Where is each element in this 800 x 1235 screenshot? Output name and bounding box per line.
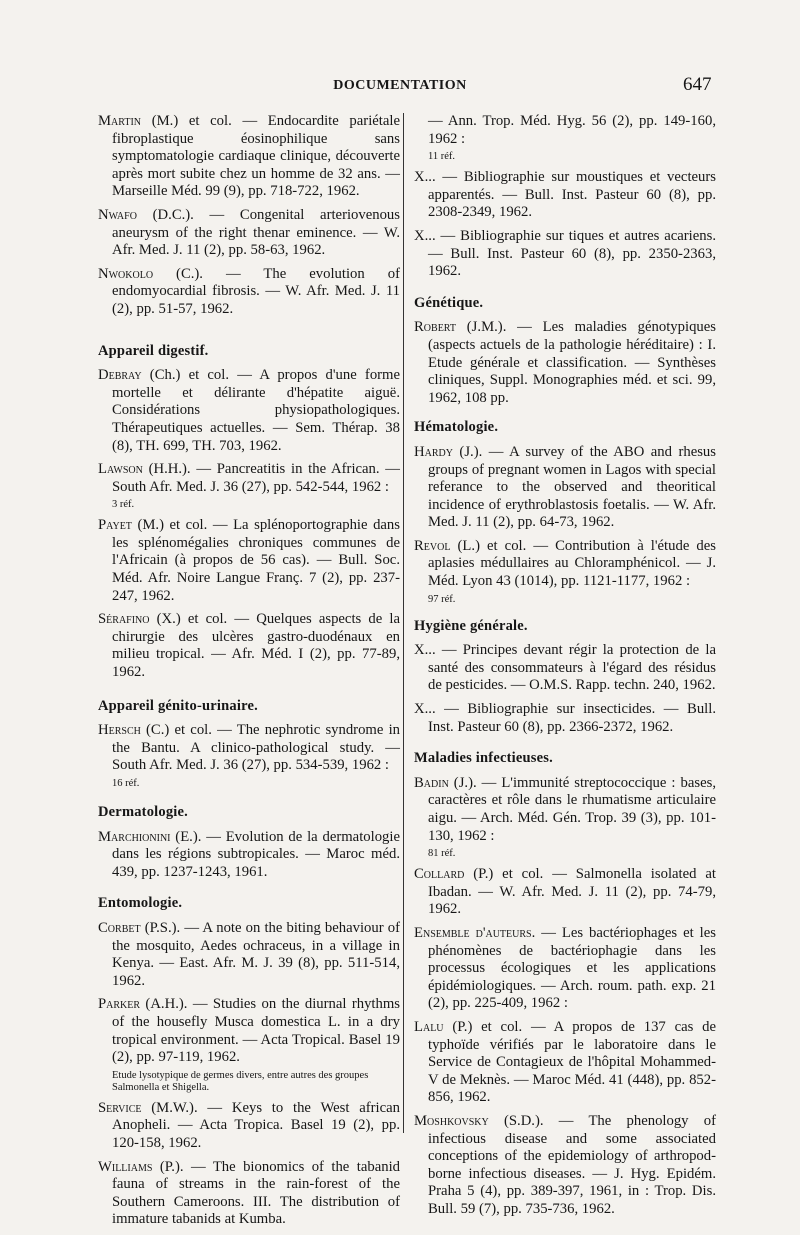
entry-text: (J.). — A survey of the ABO and rhesus groups of pregnant women in Lagos with special referance to the observed and theoritical incidence of erythroblastosis foetalis. — W. Afr. Med. J. 11 (2), pp. 64-73, 1962. bbox=[428, 443, 716, 531]
entry-author: X... bbox=[414, 642, 436, 659]
section-heading: Appareil digestif. bbox=[98, 342, 209, 359]
entry-text: (H.H.). — Pancreatitis in the African. — South Afr. Med. J. 36 (27), pp. 542-544, 1962 : bbox=[112, 461, 400, 495]
column-divider bbox=[403, 113, 404, 1133]
entry-text: (S.D.). — The phenology of infectious disease and some associated conceptions of the epidemiology of arthropod-borne infectious diseases. — J. Hyg. Epidém. Praha 5 (4), pp. 389-397, 1961, in : Trop. Dis. Bull. 59 (7), pp. 735-736, 1962. bbox=[428, 1112, 716, 1217]
entry-text: . — Les bactériophages et les phénomènes de bactériophagie dans les processus écologiques et les applications épidémiologiques. — Arch. roum. path. exp. 21 (2), pp. 225-409, 1962 : bbox=[428, 924, 716, 1012]
entry-text: — Bibliographie sur moustiques et vecteurs apparentés. — Bull. Inst. Pasteur 60 (8), pp. 2308-2349, 1962. bbox=[428, 169, 716, 221]
entry-author: Ensemble d'auteurs bbox=[414, 924, 532, 941]
entry-text: (M.) et col. — Endocardite pariétale fibroplastique éosinophilique sans symptomatologie cardiaque clinique, découverte après mort subite chez un homme de 32 ans. — Marseille Méd. 99 (9), pp. 718-722, 1962. bbox=[112, 113, 400, 200]
entry-author: Marchionini bbox=[98, 828, 171, 845]
reference-entry bbox=[414, 1113, 716, 1219]
reference-entry bbox=[98, 113, 400, 201]
entry-author: Sérafino bbox=[98, 611, 150, 628]
reference-entry bbox=[98, 920, 400, 990]
entry-author: Lalu bbox=[414, 1018, 444, 1035]
right-column bbox=[414, 113, 716, 1224]
reference-entry bbox=[98, 722, 400, 775]
reference-entry bbox=[414, 538, 716, 591]
entry-text: (P.). — The bionomics of the tabanid fauna of streams in the rain-forest of the Southern Cameroons. III. The distribution of immature tabanids at Kumba. bbox=[112, 1158, 400, 1228]
reference-entry bbox=[98, 829, 400, 882]
entry-text: (C.) et col. — The nephrotic syndrome in the Bantu. A clinico-pathological study. — South Afr. Med. J. 36 (27), pp. 534-539, 1962 : bbox=[112, 722, 400, 774]
entry-author: Williams bbox=[98, 1158, 153, 1175]
entry-author: Martin bbox=[98, 113, 142, 129]
reference-entry bbox=[414, 113, 716, 148]
reference-entry bbox=[98, 266, 400, 319]
section-heading: Entomologie. bbox=[98, 895, 183, 912]
section-heading: Hygiène générale. bbox=[414, 617, 528, 634]
entry-author: X... bbox=[414, 169, 436, 186]
entry-note: 81 réf. bbox=[428, 848, 456, 860]
reference-entry bbox=[414, 1019, 716, 1107]
entry-author: Lawson bbox=[98, 461, 143, 478]
reference-entry bbox=[414, 169, 716, 222]
reference-entry bbox=[98, 367, 400, 455]
entry-author: X... bbox=[414, 701, 436, 718]
page-number: 647 bbox=[683, 74, 712, 95]
entry-text: (P.S.). — A note on the biting behaviour of the mosquito, Aedes ochraceus, in a village in Kenya. — East. Afr. M. J. 39 (8), pp. 511-514, 1962. bbox=[112, 919, 400, 989]
entry-text: (X.) et col. — Quelques aspects de la chirurgie des ulcères gastro-duodénaux en milieu tropical. — Afr. Méd. I (2), pp. 77-89, 1962. bbox=[112, 611, 400, 681]
entry-author: Corbet bbox=[98, 919, 141, 936]
entry-text: (E.). — Evolution de la dermatologie dans les régions subtropicales. — Maroc méd. 439, pp. 1237-1243, 1961. bbox=[112, 828, 400, 880]
entry-note: Etude lysotypique de germes divers, entre autres des groupes Salmonella et Shigella. bbox=[112, 1069, 369, 1093]
entry-note: 11 réf. bbox=[428, 151, 456, 163]
reference-entry bbox=[98, 1159, 400, 1229]
reference-entry bbox=[98, 1100, 400, 1153]
left-column bbox=[98, 113, 400, 1235]
entry-author: Hardy bbox=[414, 443, 453, 460]
reference-entry bbox=[98, 517, 400, 605]
entry-text: (A.H.). — Studies on the diurnal rhythms of the housefly Musca domestica L. in a dry tropical environment. — Acta Tropical. Basel 19 (2), pp. 97-119, 1962. bbox=[112, 996, 400, 1066]
entry-text: (M.W.). — Keys to the West african Anopheli. — Acta Tropica. Basel 19 (2), pp. 120-158, 1962. bbox=[112, 1099, 400, 1151]
entry-text: (P.) et col. — A propos de 137 cas de typhoïde vérifiés par le laboratoire dans le Service de Contagieux de l'hôpital Mohammed-V de Meknès. — Maroc Méd. 41 (448), pp. 852-856, 1962. bbox=[428, 1018, 716, 1106]
entry-author: Collard bbox=[414, 866, 465, 883]
running-header: DOCUMENTATION bbox=[333, 78, 467, 93]
entry-text: — Ann. Trop. Méd. Hyg. 56 (2), pp. 149-160, 1962 : bbox=[428, 113, 716, 147]
entry-author: X... bbox=[414, 227, 436, 244]
reference-entry bbox=[414, 642, 716, 695]
reference-entry bbox=[414, 701, 716, 736]
entry-author: Moshkovsky bbox=[414, 1112, 489, 1129]
entry-text: (L.) et col. — Contribution à l'étude des aplasies médullaires au Chloramphénicol. — J. Méd. Lyon 43 (1014), pp. 1121-1177, 1962 : bbox=[428, 537, 716, 590]
entry-text: — Bibliographie sur tiques et autres acariens. — Bull. Inst. Pasteur 60 (8), pp. 2350-2363, 1962. bbox=[428, 227, 716, 280]
reference-entry bbox=[98, 996, 400, 1066]
entry-author: Hersch bbox=[98, 722, 141, 739]
reference-entry bbox=[414, 866, 716, 919]
entry-author: Service bbox=[98, 1099, 142, 1116]
entry-text: (P.) et col. — Salmonella isolated at Ibadan. — W. Afr. Med. J. 11 (2), pp. 74-79, 1962. bbox=[428, 866, 716, 918]
entry-note: 3 réf. bbox=[112, 499, 135, 511]
reference-entry bbox=[414, 228, 716, 281]
entry-text: (M.) et col. — La splénoportographie dans les splénomégalies chroniques communes de l'Africain (à propos de 56 cas). — Bull. Soc. Méd. Afr. Noire Langue Franç. 7 (2), pp. 237-247, 1962. bbox=[112, 517, 400, 604]
entry-author: Nwokolo bbox=[98, 265, 154, 282]
reference-entry bbox=[414, 444, 716, 532]
entry-author: Nwafo bbox=[98, 206, 137, 223]
section-heading: Maladies infectieuses. bbox=[414, 750, 553, 767]
section-heading: Dermatologie. bbox=[98, 804, 188, 820]
reference-entry bbox=[98, 207, 400, 260]
entry-text: — Bibliographie sur insecticides. — Bull. Inst. Pasteur 60 (8), pp. 2366-2372, 1962. bbox=[428, 701, 716, 735]
section-heading: Appareil génito-urinaire. bbox=[98, 697, 258, 714]
entry-author: Badin bbox=[414, 774, 449, 791]
entry-author: Parker bbox=[98, 996, 141, 1013]
section-heading: Génétique. bbox=[414, 294, 484, 311]
entry-text: (Ch.) et col. — A propos d'une forme mortelle et délirante d'hépatite aiguë. Considérations physiopathologiques. Thérapeutiques actuelles. — Sem. Thérap. 38 (8), TH. 699, TH. 703, 1962. bbox=[112, 367, 400, 454]
entry-author: Debray bbox=[98, 367, 142, 384]
entry-text: — Principes devant régir la protection de la santé des consommateurs à l'égard des résidus de pesticides. — O.M.S. Rapp. techn. 240, 1962. bbox=[428, 642, 716, 694]
entry-author: Robert bbox=[414, 319, 456, 336]
reference-entry bbox=[414, 775, 716, 845]
entry-note: 16 réf. bbox=[112, 778, 140, 789]
entry-text: (J.). — L'immunité streptococcique : bases, caractères et rôle dans le rhumatisme articulaire aigu. — Arch. Méd. Gén. Trop. 39 (3), pp. 101-130, 1962 : bbox=[428, 774, 716, 844]
entry-note: 97 réf. bbox=[428, 593, 456, 605]
entry-text: (J.M.). — Les maladies génotypiques (aspects actuels de la pathologie héréditaire) : I. Etude générale et classification. — Synthèses cliniques, Suppl. Monographies méd. et sci. 99, 1962, 108 pp. bbox=[428, 319, 716, 406]
section-heading: Hématologie. bbox=[414, 419, 499, 436]
reference-entry bbox=[98, 611, 400, 681]
reference-entry bbox=[414, 319, 716, 407]
reference-entry bbox=[414, 925, 716, 1013]
entry-text: (C.). — The evolution of endomyocardial fibrosis. — W. Afr. Med. J. 11 (2), pp. 51-57, 1962. bbox=[112, 265, 400, 317]
entry-author: Revol bbox=[414, 537, 451, 554]
entry-text: (D.C.). — Congenital arteriovenous aneurysm of the right thenar eminence. — W. Afr. Med. J. 11 (2), pp. 58-63, 1962. bbox=[112, 206, 400, 259]
reference-entry bbox=[98, 461, 400, 496]
entry-author: Payet bbox=[98, 517, 132, 534]
